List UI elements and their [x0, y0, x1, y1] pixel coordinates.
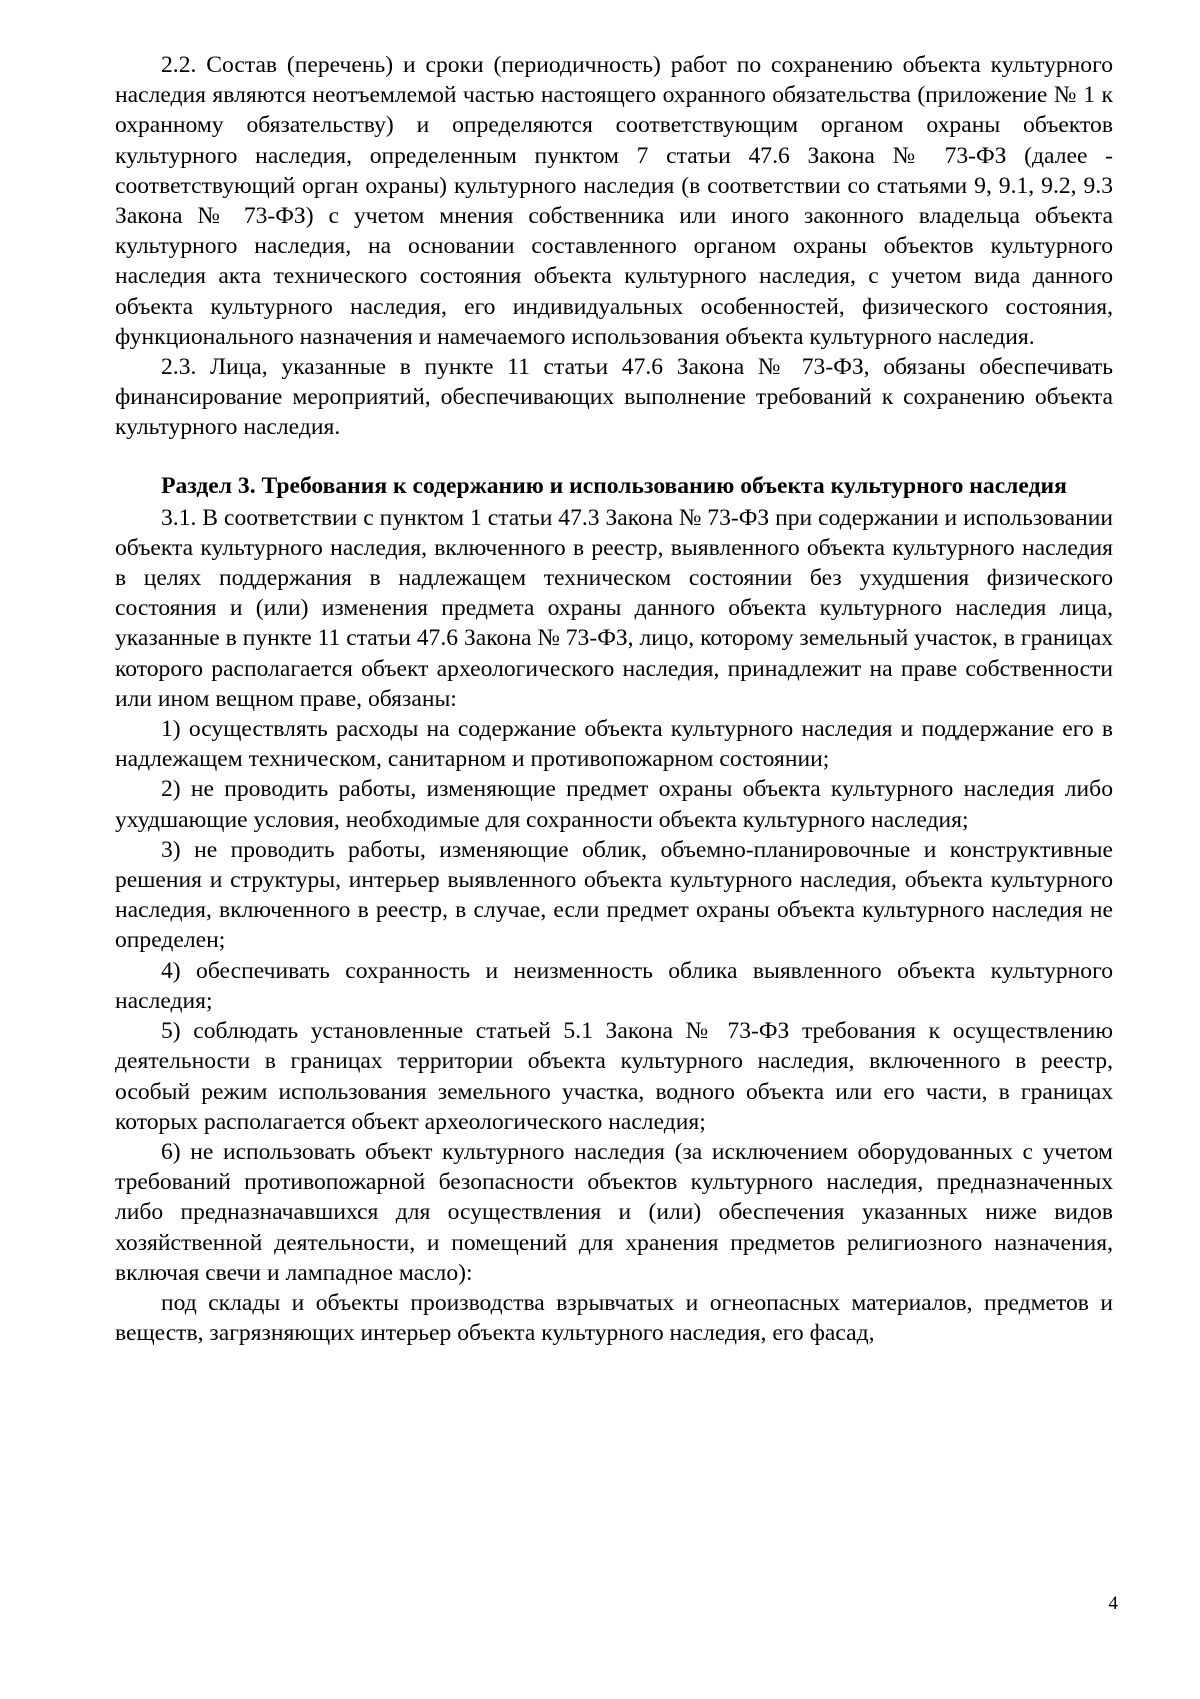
section-heading: Раздел 3. Требования к содержанию и использованию объекта культурного наследия — [161, 472, 1067, 499]
page-number: 4 — [1108, 1593, 1118, 1614]
section-gap — [115, 443, 1113, 471]
document-page — [115, 50, 1113, 1348]
paragraph-3-1: 3.1. В соответствии с пунктом 1 статьи 47.3 Закона № 73-ФЗ при содержании и использовании объекта культурного наследия, включенного в реестр, выявленного объекта культурного наследия в целях поддержания в надлежащем техническом состоянии без ухудшения физического состояния и (или) изменения предмета охраны данного объекта культурного наследия лица, указанные в пункте 11 статьи 47.6 Закона № 73-ФЗ, лицо, которому земельный участок, в границах которого располагается объект археологического наследия, принадлежит на праве собственности или ином вещном праве, обязаны: — [115, 504, 1113, 712]
list-item-6-continuation: под склады и объекты производства взрывчатых и огнеопасных материалов, предметов и веществ, загрязняющих интерьер объекта культурного наследия, его фасад, — [115, 1289, 1113, 1347]
list-item-4: 4) обеспечивать сохранность и неизменность облика выявленного объекта культурного наследия; — [115, 957, 1113, 1014]
list-item-6: 6) не использовать объект культурного наследия (за исключением оборудованных с учетом требований противопожарной безопасности объектов культурного наследия, предназначенных либо предназначавшихся для осуществления и (или) обеспечения указанных ниже видов хозяйственной деятельности, и помещений для хранения предметов религиозного назначения, включая свечи и лампадное масло): — [115, 1138, 1113, 1286]
list-item-1: 1) осуществлять расходы на содержание объекта культурного наследия и поддержание его в надлежащем техническом, санитарном и противопожарном состоянии; — [115, 716, 1113, 773]
list-item-3: 3) не проводить работы, изменяющие облик, объемно-планировочные и конструктивные решения и структуры, интерьер выявленного объекта культурного наследия, объекта культурного наследия, включенного в реестр, в случае, если предмет охраны объекта культурного наследия не определен; — [115, 836, 1113, 954]
paragraph-2-3: 2.3. Лица, указанные в пункте 11 статьи 47.6 Закона № 73-ФЗ, обязаны обеспечивать финансирование мероприятий, обеспечивающих выполнение требований к сохранению объекта культурного наследия. — [115, 354, 1113, 441]
list-item-2: 2) не проводить работы, изменяющие предмет охраны объекта культурного наследия либо ухудшающие условия, необходимые для сохранности объекта культурного наследия; — [115, 776, 1113, 833]
paragraph-2-2: 2.2. Состав (перечень) и сроки (периодичность) работ по сохранению объекта культурного наследия являются неотъемлемой частью настоящего охранного обязательства (приложение № 1 к охранному обязательству) и определяются соответствующим органом охраны объектов культурного наследия, определенным пунктом 7 статьи 47.6 Закона № 73-ФЗ (далее - соответствующий орган охраны) культурного наследия (в соответствии со статьями 9, 9.1, 9.2, 9.3 Закона № 73-ФЗ) с учетом мнения собственника или иного законного владельца объекта культурного наследия, на основании составленного органом охраны объектов культурного наследия акта технического состояния объекта культурного наследия, с учетом вида данного объекта культурного наследия, его индивидуальных особенностей, физического состояния, функционального назначения и намечаемого использования объекта культурного наследия. — [115, 52, 1113, 350]
list-item-5: 5) соблюдать установленные статьей 5.1 Закона № 73-ФЗ требования к осуществлению деятельности в границах территории объекта культурного наследия, включенного в реестр, особый режим использования земельного участка, водного объекта или его части, в границах которых располагается объект археологического наследия; — [115, 1018, 1113, 1135]
